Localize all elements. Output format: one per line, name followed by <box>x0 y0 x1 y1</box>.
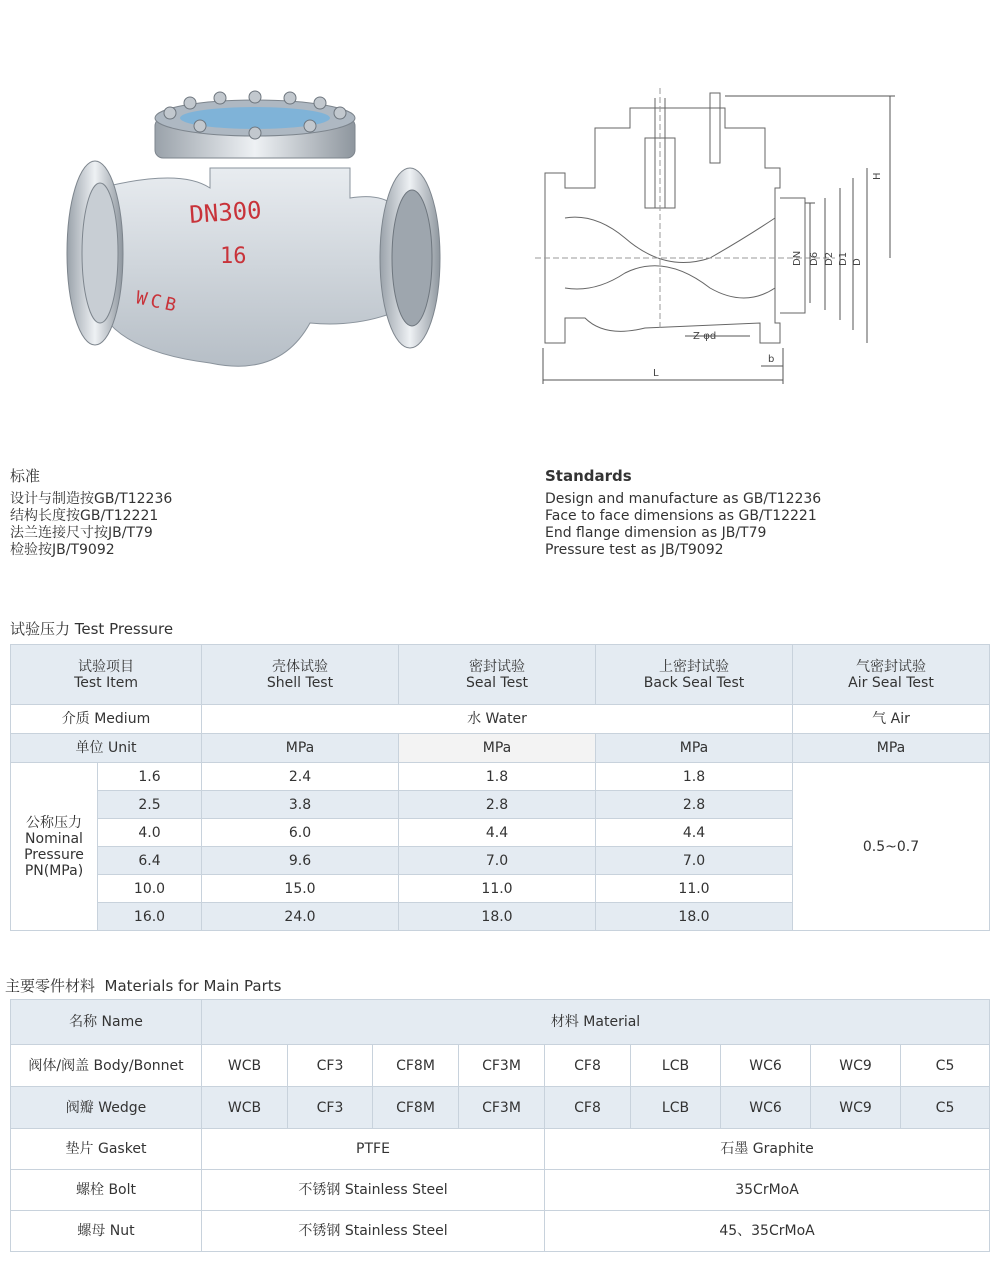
table-header-row <box>11 645 990 705</box>
medium-label: 介质 Medium <box>11 705 202 734</box>
dim-label-d: D <box>852 258 863 266</box>
material-cell: LCB <box>631 1087 721 1129</box>
standards-en <box>545 468 821 559</box>
material-cell: WCB <box>202 1087 288 1129</box>
row-label-gasket: 垫片 Gasket <box>11 1129 202 1170</box>
back-seal-value: 1.8 <box>596 763 793 791</box>
material-cell: 45、35CrMoA <box>545 1211 990 1252</box>
material-cell: 不锈钢 Stainless Steel <box>202 1211 545 1252</box>
test-pressure-table <box>10 644 990 931</box>
valve-photo <box>60 78 460 408</box>
pn-value: 1.6 <box>98 763 202 791</box>
standards-en-line: Pressure test as JB/T9092 <box>545 542 724 558</box>
dim-label-bolt-holes: Z-φd <box>693 331 717 342</box>
shell-value: 6.0 <box>202 819 399 847</box>
valve-marking-pressure: 16 <box>220 244 247 269</box>
material-cell: CF3M <box>459 1045 545 1087</box>
header-back-seal-test: 上密封试验 Back Seal Test <box>596 645 793 705</box>
material-cell: CF8M <box>373 1045 459 1087</box>
header-name: 名称 Name <box>11 1000 202 1045</box>
back-seal-value: 2.8 <box>596 791 793 819</box>
unit-row <box>11 734 990 763</box>
materials-title: 主要零件材料 Materials for Main Parts <box>5 977 282 995</box>
material-cell: CF8M <box>373 1087 459 1129</box>
dim-label-b: b <box>768 354 775 365</box>
standards-cn-line: 结构长度按GB/T12221 <box>10 508 159 524</box>
material-cell: WC9 <box>811 1087 901 1129</box>
table-row <box>11 1170 990 1211</box>
air-seal-value: 0.5~0.7 <box>793 763 990 931</box>
standards-cn-title: 标准 <box>10 467 41 485</box>
standards-en-line: Face to face dimensions as GB/T12221 <box>545 508 817 524</box>
material-cell: 石墨 Graphite <box>545 1129 990 1170</box>
header-seal-test: 密封试验 Seal Test <box>399 645 596 705</box>
dim-label-l: L <box>653 368 659 379</box>
nominal-pressure-label: 公称压力 Nominal Pressure PN(MPa) <box>11 763 98 931</box>
material-cell: 不锈钢 Stainless Steel <box>202 1170 545 1211</box>
table-row <box>11 1045 990 1087</box>
medium-water: 水 Water <box>202 705 793 734</box>
material-cell: WC6 <box>721 1087 811 1129</box>
table-row <box>11 1087 990 1129</box>
pn-value: 10.0 <box>98 875 202 903</box>
material-cell: PTFE <box>202 1129 545 1170</box>
back-seal-value: 11.0 <box>596 875 793 903</box>
dim-label-d2: D2 <box>824 251 835 266</box>
seal-value: 11.0 <box>399 875 596 903</box>
material-cell: CF8 <box>545 1087 631 1129</box>
seal-value: 18.0 <box>399 903 596 931</box>
row-label-body: 阀体/阀盖 Body/Bonnet <box>11 1045 202 1087</box>
header-test-item: 试验项目 Test Item <box>11 645 202 705</box>
row-label-wedge: 阀瓣 Wedge <box>11 1087 202 1129</box>
seal-value: 1.8 <box>399 763 596 791</box>
seal-value: 4.4 <box>399 819 596 847</box>
medium-air: 气 Air <box>793 705 990 734</box>
medium-row <box>11 705 990 734</box>
shell-value: 9.6 <box>202 847 399 875</box>
dim-label-d6: D6 <box>809 251 820 266</box>
row-label-bolt: 螺栓 Bolt <box>11 1170 202 1211</box>
shell-value: 3.8 <box>202 791 399 819</box>
materials-header-row <box>11 1000 990 1045</box>
unit-cell: MPa <box>399 734 596 763</box>
pn-value: 6.4 <box>98 847 202 875</box>
back-seal-value: 18.0 <box>596 903 793 931</box>
material-cell: CF8 <box>545 1045 631 1087</box>
standards-cn-line: 检验按JB/T9092 <box>10 542 115 558</box>
standards-en-line: Design and manufacture as GB/T12236 <box>545 491 822 507</box>
material-cell: WCB <box>202 1045 288 1087</box>
table-row <box>11 763 990 791</box>
table-row <box>11 1129 990 1170</box>
dim-label-dn: DN <box>792 250 803 266</box>
standards-cn-line: 设计与制造按GB/T12236 <box>10 491 173 507</box>
material-cell: 35CrMoA <box>545 1170 990 1211</box>
header-material: 材料 Material <box>202 1000 990 1045</box>
table-row <box>11 1211 990 1252</box>
standards-en-line: End flange dimension as JB/T79 <box>545 525 767 541</box>
shell-value: 2.4 <box>202 763 399 791</box>
test-pressure-title: 试验压力 Test Pressure <box>10 620 174 638</box>
seal-value: 7.0 <box>399 847 596 875</box>
material-cell: WC9 <box>811 1045 901 1087</box>
standards-cn-line: 法兰连接尺寸按JB/T79 <box>10 525 153 541</box>
dim-label-d1: D1 <box>838 251 849 266</box>
back-seal-value: 4.4 <box>596 819 793 847</box>
material-cell: LCB <box>631 1045 721 1087</box>
dim-label-h: H <box>872 172 883 180</box>
valve-drawing <box>535 88 905 388</box>
valve-marking-material: WCB <box>133 287 182 318</box>
material-cell: C5 <box>901 1087 990 1129</box>
valve-marking-size: DN300 <box>188 196 263 229</box>
shell-value: 24.0 <box>202 903 399 931</box>
pn-value: 16.0 <box>98 903 202 931</box>
seal-value: 2.8 <box>399 791 596 819</box>
standards-en-title: Standards <box>545 467 632 485</box>
unit-label: 单位 Unit <box>11 734 202 763</box>
materials-table <box>10 999 990 1252</box>
row-label-nut: 螺母 Nut <box>11 1211 202 1252</box>
standards-cn <box>10 468 172 559</box>
material-cell: WC6 <box>721 1045 811 1087</box>
unit-cell: MPa <box>596 734 793 763</box>
unit-cell: MPa <box>793 734 990 763</box>
pn-value: 2.5 <box>98 791 202 819</box>
shell-value: 15.0 <box>202 875 399 903</box>
back-seal-value: 7.0 <box>596 847 793 875</box>
material-cell: CF3M <box>459 1087 545 1129</box>
material-cell: C5 <box>901 1045 990 1087</box>
material-cell: CF3 <box>288 1045 373 1087</box>
header-air-seal-test: 气密封试验 Air Seal Test <box>793 645 990 705</box>
header-shell-test: 壳体试验 Shell Test <box>202 645 399 705</box>
unit-cell: MPa <box>202 734 399 763</box>
pn-value: 4.0 <box>98 819 202 847</box>
material-cell: CF3 <box>288 1087 373 1129</box>
